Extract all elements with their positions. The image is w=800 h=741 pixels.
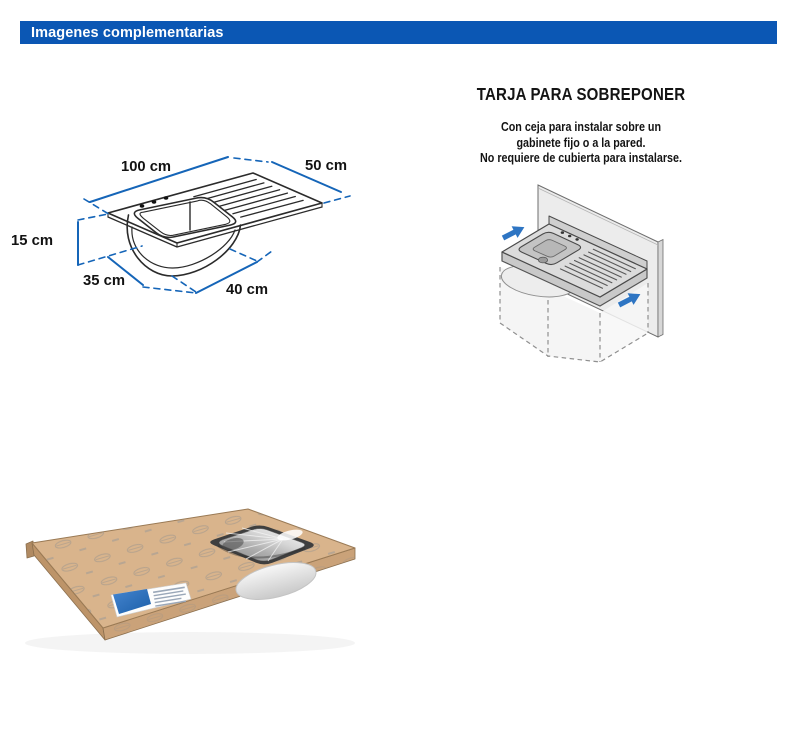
product-info — [431, 84, 731, 166]
product-description-line: gabinete fijo o a la pared. — [516, 134, 646, 150]
sink-line-drawing — [108, 173, 322, 276]
product-description-line: No requiere de cubierta para instalarse. — [480, 150, 682, 165]
drain-hole — [538, 257, 547, 263]
packaged-sink-photo — [0, 480, 380, 680]
dim-label-height: 15 cm — [11, 232, 53, 249]
section-title: Imagenes complementarias — [31, 24, 224, 41]
product-description-line: Con ceja para instalar sobre un — [500, 119, 662, 134]
installation-diagram — [470, 170, 700, 375]
dim-label-length: 100 cm — [121, 158, 171, 175]
dim-label-bowl-depth: 35 cm — [83, 272, 125, 289]
dim-label-depth: 50 cm — [305, 157, 347, 174]
section-header-bar — [20, 21, 777, 44]
sink-dimension-diagram — [0, 120, 400, 320]
product-title: TARJA PARA SOBREPONER — [476, 84, 686, 104]
dim-label-bowl-length: 40 cm — [226, 281, 268, 298]
